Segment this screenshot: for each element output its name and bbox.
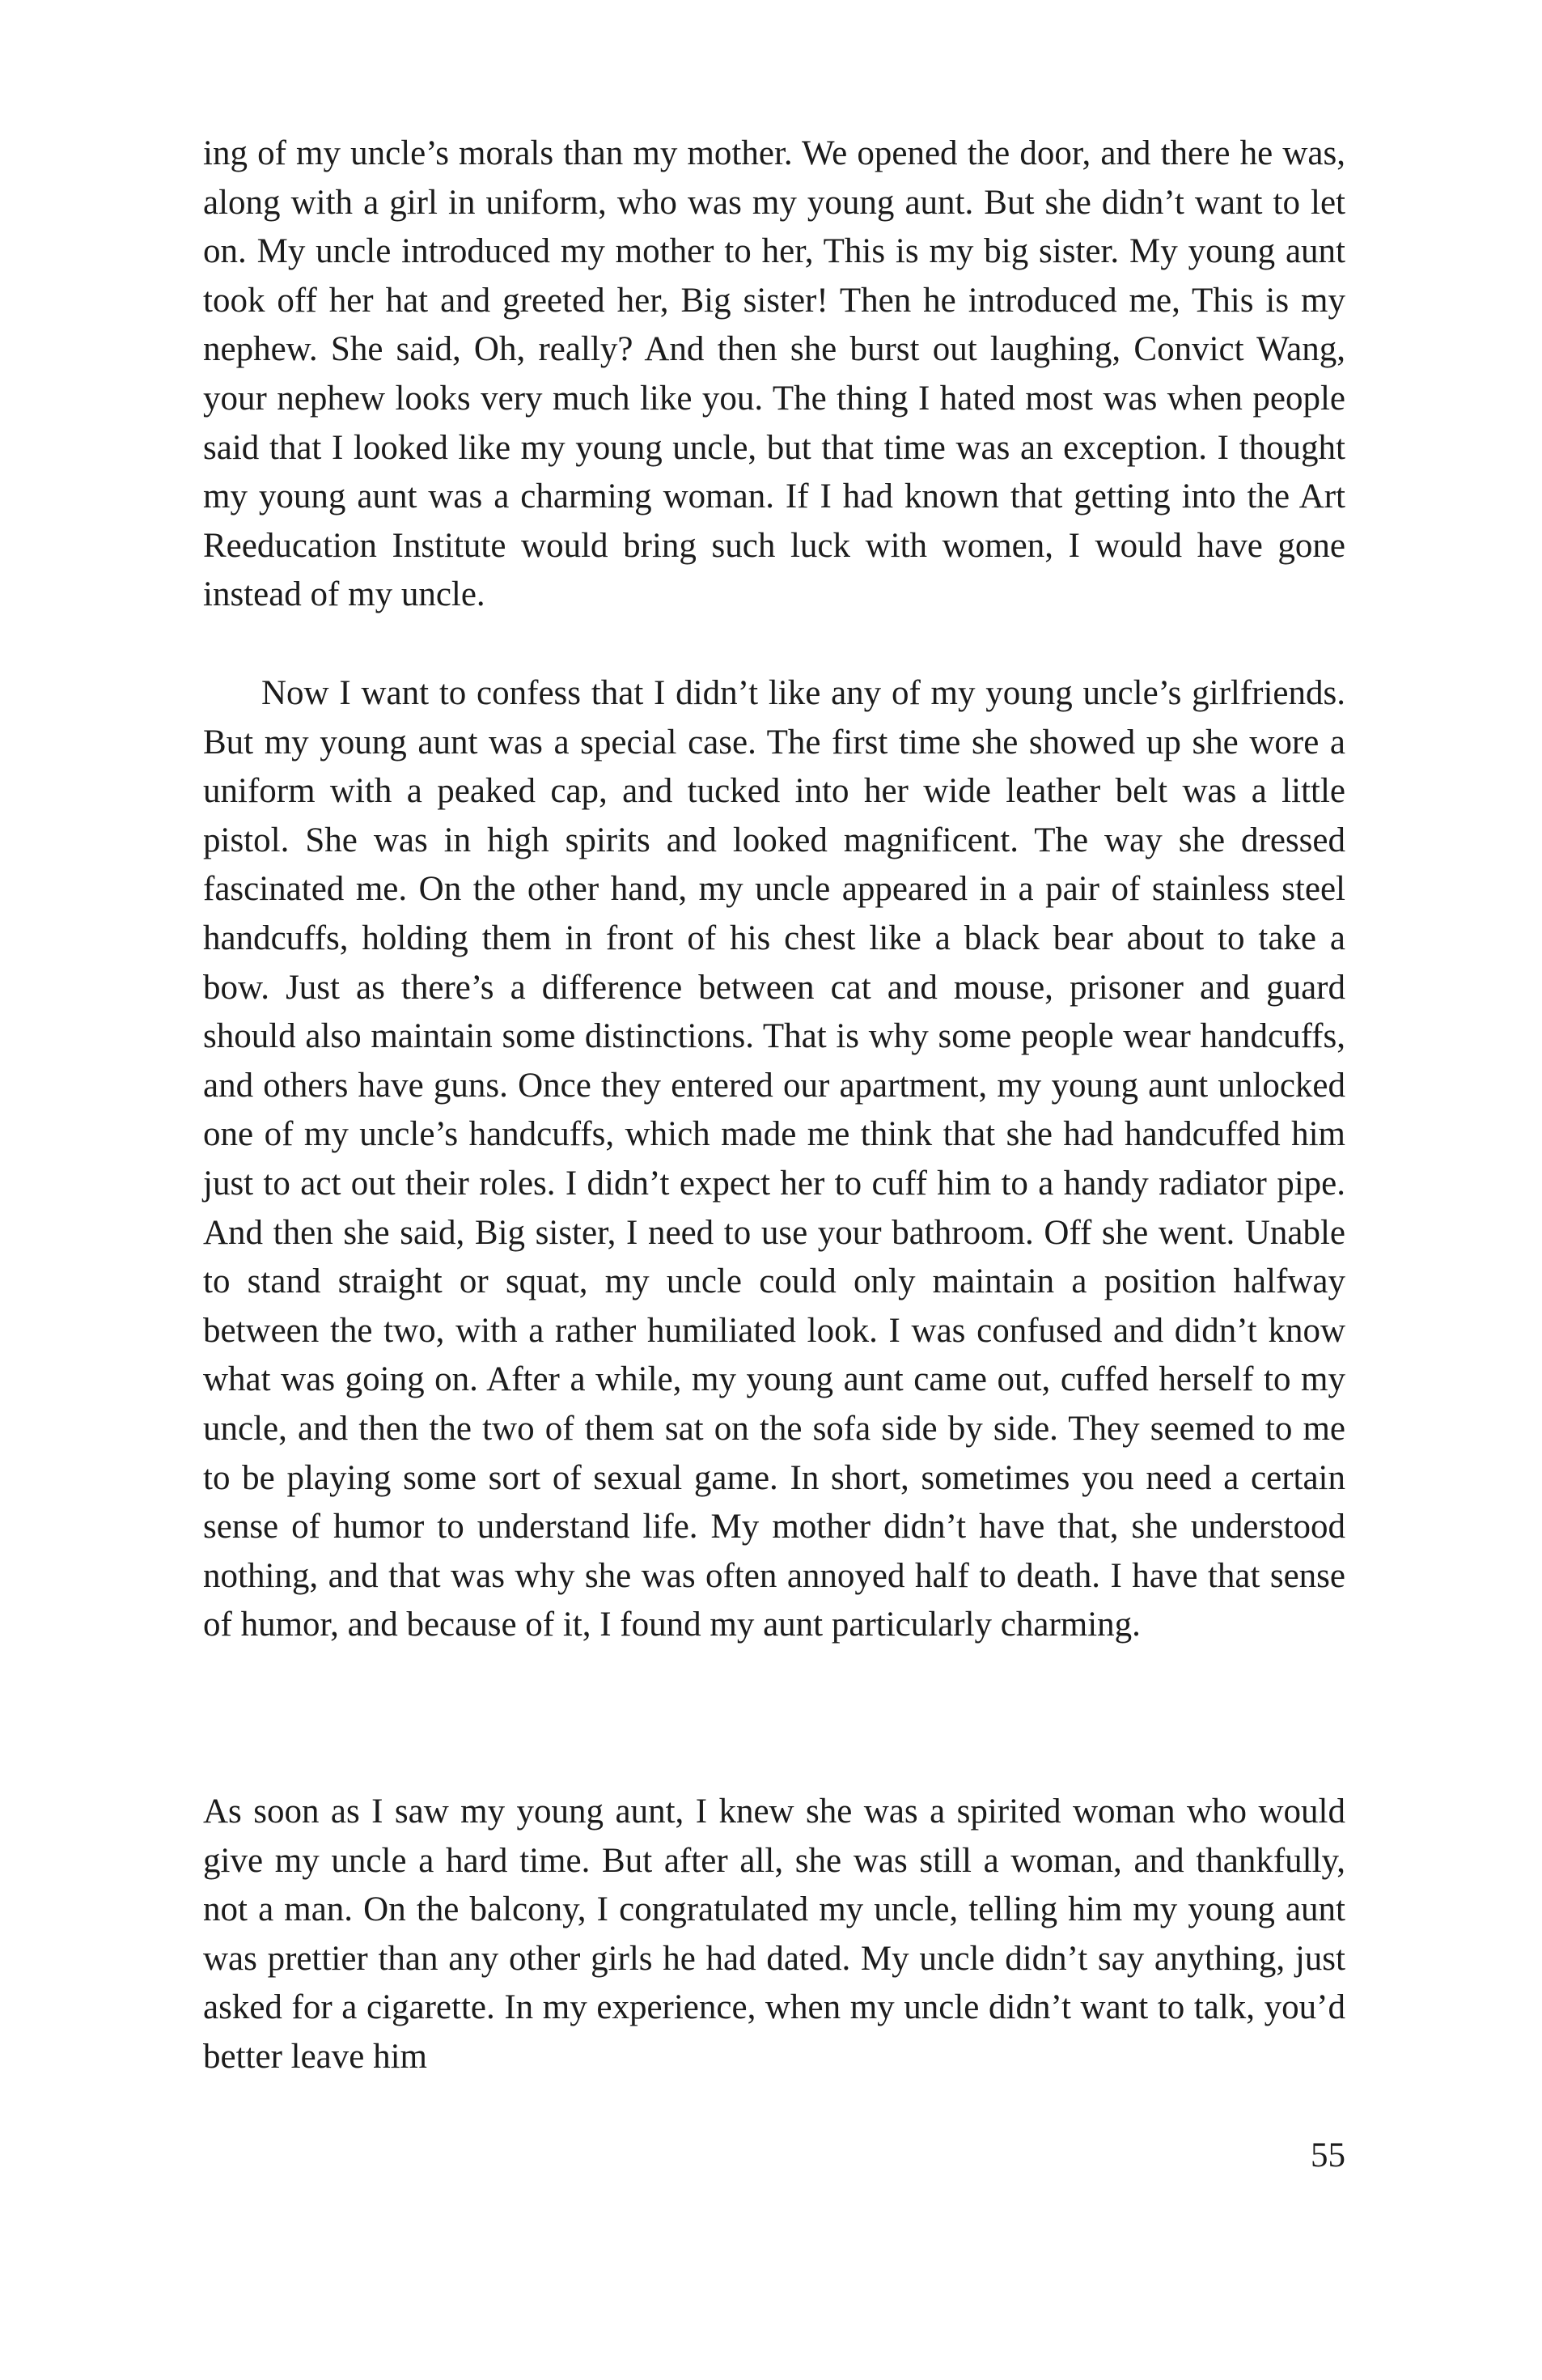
paragraph-continued <box>203 129 1345 620</box>
paragraph-text: ing of my uncle’s morals than my mother. We opened the door, and there he was, along with a girl in uniform, who was my young aunt. But she didn’t want to let on. My uncle introduced my mother to her, This is my big sister. My young aunt took off her hat and greeted her, Big sister! Then he introduced me, This is my nephew. She said, Oh, really? And then she burst out laughing, Convict Wang, your nephew looks very much like you. The thing I hated most was when people said that I looked like my young uncle, but that time was an exception. I thought my young aunt was a charming woman. If I had known that getting into the Art Reeducation Institute would bring such luck with women, I would have gone instead of my uncle. <box>203 134 1345 614</box>
paragraph-section-start <box>203 1788 1345 2082</box>
paragraph-indented <box>203 669 1345 1650</box>
paragraph-text: Now I want to confess that I didn’t like any of my young uncle’s girlfriends. But my young aunt was a special case. The first time she showed up she wore a uniform with a peaked cap, and tucked into her wide leather belt was a little pistol. She was in high spirits and looked magnificent. The way she dressed fascinated me. On the other hand, my uncle appeared in a pair of stainless steel handcuffs, holding them in front of his chest like a black bear about to take a bow. Just as there’s a difference between cat and mouse, prisoner and guard should also maintain some distinctions. That is why some people wear handcuffs, and others have guns. Once they entered our apartment, my young aunt unlocked one of my uncle’s handcuffs, which made me think that she had handcuffed him just to act out their roles. I didn’t expect her to cuff him to a handy radiator pipe. And then she said, Big sister, I need to use your bathroom. Off she went. Unable to stand straight or squat, my uncle could only maintain a position halfway between the two, with a rather humiliated look. I was confused and didn’t know what was going on. After a while, my young aunt came out, cuffed herself to my uncle, and then the two of them sat on the sofa side by side. They seemed to me to be playing some sort of sexual game. In short, sometimes you need a certain sense of humor to understand life. My mother didn’t have that, she understood nothing, and that was why she was often annoyed half to death. I have that sense of humor, and because of it, I found my aunt particularly charming. <box>203 674 1345 1644</box>
page-number: 55 <box>1311 2136 1345 2174</box>
paragraph-text: As soon as I saw my young aunt, I knew she was a spirited woman who would give my uncle a hard time. But after all, she was still a woman, and thankfully, not a man. On the balcony, I congratulated my uncle, telling him my young aunt was prettier than any other girls he had dated. My uncle didn’t say anything, just asked for a cigarette. In my experience, when my uncle didn’t want to talk, you’d better leave him <box>203 1792 1345 2076</box>
